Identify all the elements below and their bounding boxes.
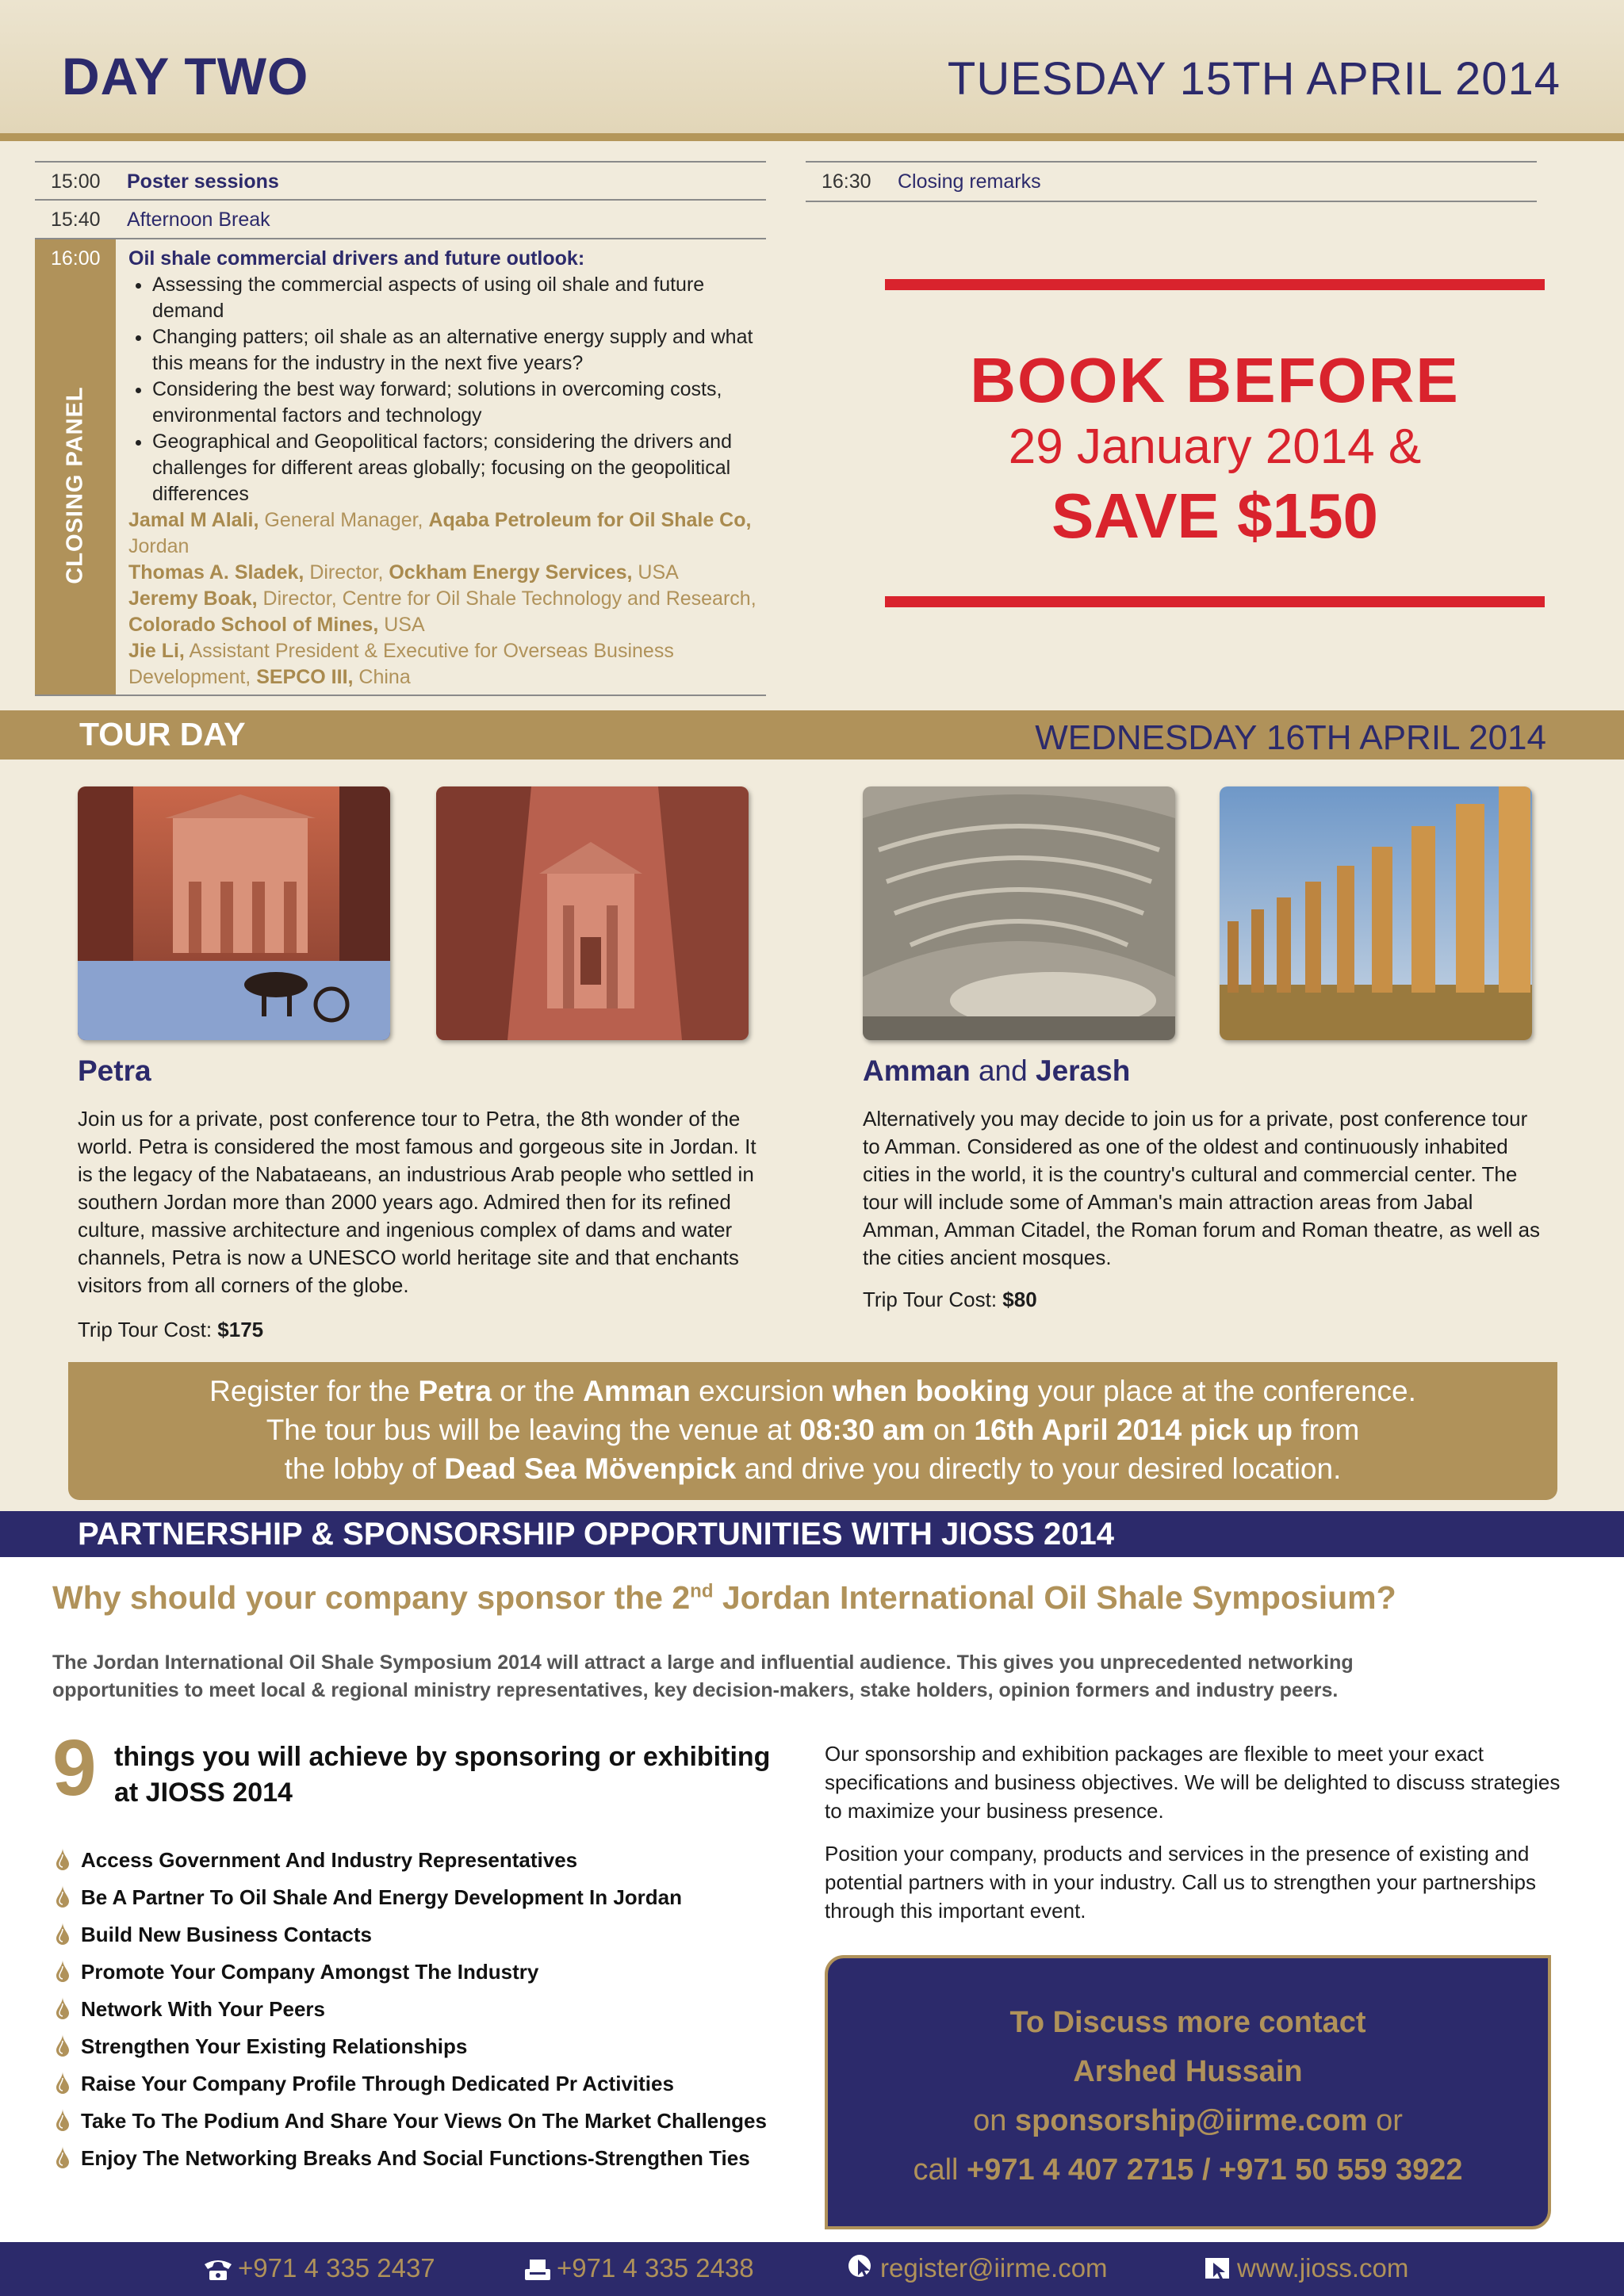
cost-label: Trip Tour Cost:	[863, 1288, 1003, 1311]
text: or the	[491, 1375, 584, 1407]
book-before-promo	[885, 277, 1545, 610]
schedule-row	[35, 199, 766, 239]
speaker-name: Jie Li,	[128, 640, 185, 662]
drop-icon	[56, 1923, 70, 1945]
phone-icon	[203, 2258, 233, 2282]
tour-day-date: WEDNESDAY 16TH APRIL 2014	[1035, 718, 1546, 757]
nine-things-heading: things you will achieve by sponsoring or exhibiting at JIOSS 2014	[114, 1742, 771, 1808]
drop-icon	[56, 2146, 70, 2168]
text: 08:30 am	[799, 1414, 925, 1446]
schedule-time: 15:40	[51, 209, 101, 231]
list-item-text: Access Government And Industry Representatives	[81, 1848, 578, 1872]
text: Register for the	[209, 1375, 419, 1407]
drop-icon	[56, 2072, 70, 2094]
contact-email-link[interactable]: sponsorship@iirme.com	[1014, 2104, 1368, 2137]
list-item-text: Strengthen Your Existing Relationships	[81, 2034, 468, 2058]
register-banner	[68, 1362, 1557, 1500]
drop-icon	[56, 1997, 70, 2019]
petra-siq-photo	[436, 786, 749, 1040]
text: The tour bus will be leaving the venue at	[266, 1414, 800, 1446]
closing-panel-content	[128, 246, 763, 691]
speaker-org: Colorado School of Mines,	[128, 614, 379, 636]
list-item: • Changing patters; oil shale as an alternative energy supply and what this means for the industry in the next five years?	[152, 324, 763, 377]
closing-panel	[35, 238, 766, 696]
text: or	[1367, 2104, 1403, 2137]
list-item	[56, 1883, 769, 1911]
register-line-1	[68, 1372, 1557, 1410]
text: 16th April 2014 pick up	[974, 1414, 1293, 1446]
footer-website[interactable]	[1204, 2253, 1408, 2283]
schedule-item: Afternoon Break	[127, 209, 270, 231]
contact-heading: To Discuss more contact	[1009, 2006, 1366, 2039]
text: on	[925, 1414, 975, 1446]
speaker	[128, 507, 763, 560]
jerash-columns-photo	[1220, 786, 1532, 1040]
list-item-text: Raise Your Company Profile Through Dedicated Pr Activities	[81, 2072, 674, 2095]
list-item: • Considering the best way forward; solutions in overcoming costs, environmental factors and technology	[152, 377, 763, 429]
red-divider	[885, 596, 1545, 607]
contact-phone[interactable]: +971 4 407 2715 / +971 50 559 3922	[967, 2153, 1463, 2187]
contact-person: Arshed Hussain	[1073, 2055, 1303, 2088]
list-item	[56, 1995, 769, 2023]
schedule-item: Closing remarks	[898, 170, 1041, 193]
speaker-location: China	[353, 666, 411, 688]
panel-bullets	[128, 272, 763, 507]
closing-panel-sidebar	[35, 239, 116, 695]
list-item-text: Be A Partner To Oil Shale And Energy Development In Jordan	[81, 1885, 682, 1909]
text: Dead Sea Mövenpick	[444, 1452, 737, 1485]
speaker-location: Jordan	[128, 535, 190, 557]
list-item-text: Promote Your Company Amongst The Industry	[81, 1960, 539, 1984]
footer-phone[interactable]	[203, 2253, 435, 2283]
list-item	[56, 2107, 769, 2135]
benefits-list	[56, 1846, 769, 2181]
page-header	[0, 0, 1624, 141]
amman-theatre-photo	[863, 786, 1175, 1040]
sponsorship-paragraph-2: Position your company, products and services in the presence of existing and potential partners with in your industry. Call us to strengthen your partnerships through this important event.	[825, 1842, 1536, 1923]
speaker-location: USA	[632, 561, 679, 584]
speaker-org: SEPCO III,	[256, 666, 354, 688]
list-item	[56, 2144, 769, 2172]
speaker-location: USA	[378, 614, 425, 636]
partnership-bar	[0, 1511, 1624, 1557]
list-item: • Geographical and Geopolitical factors; considering the drivers and challenges for different areas globally; focusing on the geopolitical differences	[152, 429, 763, 507]
list-item	[56, 1957, 769, 1986]
cost-label: Trip Tour Cost:	[78, 1318, 218, 1341]
book-before-heading: BOOK BEFORE	[970, 345, 1460, 415]
contact-box	[825, 1955, 1551, 2229]
list-item-text: Enjoy The Networking Breaks And Social Functions-Strengthen Ties	[81, 2146, 750, 2170]
speaker-role: Director,	[304, 561, 389, 584]
partnership-title: PARTNERSHIP & SPONSORSHIP OPPORTUNITIES WITH JIOSS 2014	[78, 1517, 1114, 1552]
amman-heading	[863, 1054, 1130, 1088]
petra-description: Join us for a private, post conference tour to Petra, the 8th wonder of the world. Petra is considered the most famous and gorgeous site in Jordan. It is the legacy of the Nabataeans, an industrious Arab people who settled in southern Jordan more than 2000 years ago. Admired then for its refined culture, massive architecture and ingenious complex of dams and water channels, Petra is now a UNESCO world heritage site and that enchants visitors from all corners of the globe.	[78, 1107, 756, 1297]
drop-icon	[56, 1885, 70, 1908]
tour-day-title: TOUR DAY	[79, 716, 246, 752]
sponsorship-paragraph-1: Our sponsorship and exhibition packages are flexible to meet your exact specifications and business objectives. We will be delighted to discuss strategies to maximize your business presence.	[825, 1742, 1561, 1823]
footer-fax[interactable]	[523, 2253, 754, 2283]
speaker-name: Jamal M Alali,	[128, 509, 259, 531]
panel-title: Oil shale commercial drivers and future outlook:	[128, 247, 585, 270]
list-item	[56, 2069, 769, 2098]
closing-panel-label: CLOSING PANEL	[62, 386, 88, 584]
speaker-role: Director, Centre for Oil Shale Technology and Research,	[257, 587, 756, 610]
cost-value: $80	[1002, 1288, 1037, 1311]
text: Petra	[418, 1375, 492, 1407]
list-item-text: Build New Business Contacts	[81, 1923, 372, 1946]
register-line-2	[68, 1410, 1557, 1449]
schedule-time: 15:00	[51, 170, 101, 193]
fax-icon	[523, 2258, 552, 2282]
speaker-org: Aqaba Petroleum for Oil Shale Co,	[428, 509, 752, 531]
speaker-name: Thomas A. Sladek,	[128, 561, 304, 584]
text: call	[913, 2153, 967, 2187]
speaker	[128, 638, 763, 691]
fax-number: +971 4 335 2438	[557, 2253, 754, 2283]
list-item	[56, 1920, 769, 1949]
text: from	[1293, 1414, 1360, 1446]
text: Jordan International Oil Shale Symposium?	[713, 1579, 1396, 1616]
list-item	[56, 1846, 769, 1874]
phone-number: +971 4 335 2437	[238, 2253, 435, 2283]
why-sponsor-heading	[52, 1579, 1396, 1617]
text: the lobby of	[284, 1452, 445, 1485]
amman-cost	[863, 1288, 1037, 1312]
speaker	[128, 560, 763, 586]
text: on	[973, 2104, 1015, 2137]
text: excursion	[690, 1375, 833, 1407]
text: your place at the conference.	[1029, 1375, 1416, 1407]
list-item-text: Network With Your Peers	[81, 1997, 325, 2021]
amman-heading-a: Amman	[863, 1054, 971, 1087]
footer	[0, 2242, 1624, 2296]
amman-heading-and: and	[970, 1054, 1036, 1087]
email-address: register@iirme.com	[880, 2253, 1108, 2283]
list-item	[56, 2032, 769, 2061]
drop-icon	[56, 2109, 70, 2131]
drop-icon	[56, 1848, 70, 1870]
schedule-time: 16:30	[822, 170, 871, 193]
contact-email-line	[828, 2096, 1548, 2145]
day-title: DAY TWO	[62, 47, 309, 105]
footer-email[interactable]	[847, 2253, 1108, 2283]
list-item: • Assessing the commercial aspects of using oil shale and future demand	[152, 272, 763, 324]
text: nd	[690, 1580, 714, 1602]
register-line-3	[68, 1449, 1557, 1488]
speaker-role: Assistant President & Executive for Overseas Business Development,	[128, 640, 674, 688]
amman-heading-b: Jerash	[1036, 1054, 1131, 1087]
nine-numeral: 9	[52, 1724, 97, 1812]
drop-icon	[56, 1960, 70, 1982]
text: Why should your company sponsor the 2	[52, 1579, 691, 1616]
speaker-role: General Manager,	[259, 509, 429, 531]
amman-description: Alternatively you may decide to join us for a private, post conference tour to Amman. Considered as one of the oldest and continuously inhabited cities in the world, it is the country's cultural and commercial center. The tour will include some of Amman's main attraction areas from Jabal Amman, Amman Citadel, the Roman forum and Roman theatre, as well as the cities ancient mosques.	[863, 1107, 1541, 1269]
web-icon	[1204, 2256, 1232, 2282]
list-item-text: Take To The Podium And Share Your Views On The Market Challenges	[81, 2109, 767, 2133]
drop-icon	[56, 2034, 70, 2057]
text: when booking	[832, 1375, 1030, 1407]
petra-treasury-photo	[78, 786, 390, 1040]
contact-phone-line	[828, 2145, 1548, 2195]
why-sponsor-intro: The Jordan International Oil Shale Symposium 2014 will attract a large and influential audience. This gives you unprecedented networking opportunities to meet local & regional ministry representatives, key decision-makers, stake holders, opinion formers and industry peers.	[52, 1651, 1354, 1701]
speaker	[128, 586, 763, 638]
website-url: www.jioss.com	[1237, 2253, 1409, 2283]
petra-cost	[78, 1318, 263, 1342]
schedule-row	[806, 161, 1537, 202]
text: and drive you directly to your desired location.	[736, 1452, 1342, 1485]
speaker-name: Jeremy Boak,	[128, 587, 258, 610]
schedule-row	[35, 161, 766, 201]
day-date: TUESDAY 15TH APRIL 2014	[947, 53, 1561, 105]
petra-heading: Petra	[78, 1054, 151, 1087]
cost-value: $175	[217, 1318, 264, 1341]
tour-day-bar	[0, 710, 1624, 760]
book-before-date: 29 January 2014 &	[1008, 419, 1422, 474]
speaker-org: Ockham Energy Services,	[389, 561, 633, 584]
email-icon	[847, 2253, 875, 2282]
schedule-time: 16:00	[51, 247, 101, 270]
text: Amman	[583, 1375, 691, 1407]
schedule-item: Poster sessions	[127, 170, 279, 193]
save-amount: SAVE $150	[1051, 480, 1379, 551]
